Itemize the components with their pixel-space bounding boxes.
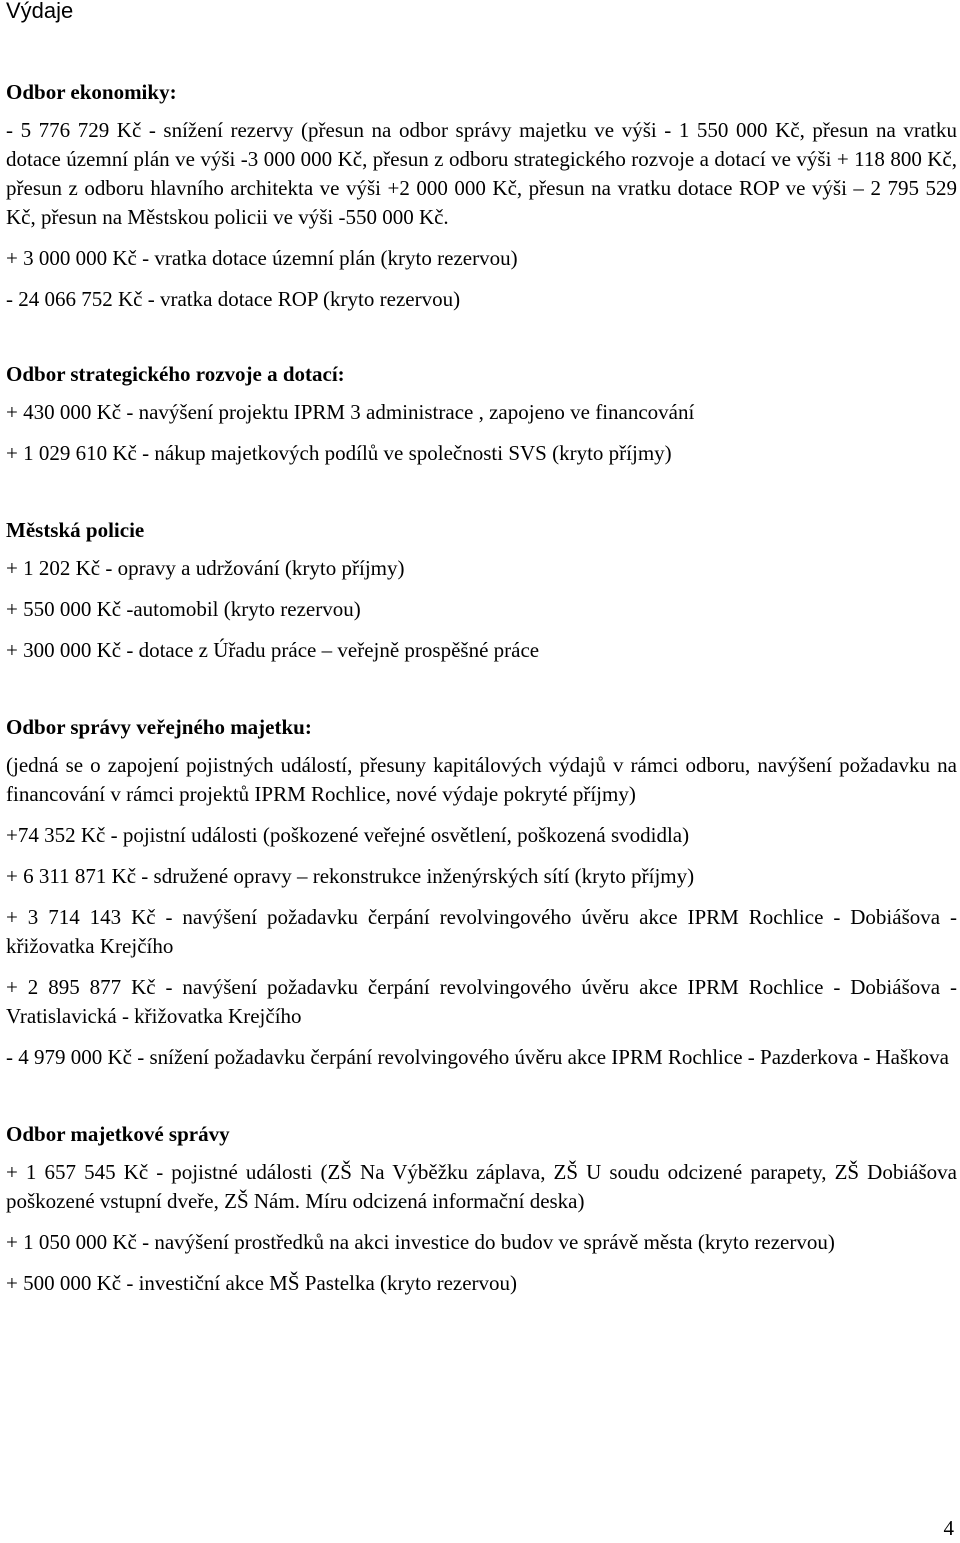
budget-item: + 550 000 Kč -automobil (kryto rezervou)	[6, 597, 361, 621]
budget-item: + 1 050 000 Kč - navýšení prostředků na akci investice do budov ve správě města (kryto rezervou)	[6, 1230, 835, 1254]
section-odbor-ekonomiky	[6, 78, 957, 314]
document-content	[6, 78, 957, 1346]
budget-item: (jedná se o zapojení pojistných událostí, přesuny kapitálových výdajů v rámci odboru, navýšení požadavku na financování v rámci projektů IPRM Rochlice, nové výdaje pokryté příjmy)	[6, 753, 957, 806]
budget-item: + 430 000 Kč - navýšení projektu IPRM 3 administrace , zapojeno ve financování	[6, 400, 695, 424]
budget-item: - 5 776 729 Kč - snížení rezervy (přesun na odbor správy majetku ve výši - 1 550 000 Kč, přesun na vratku dotace územní plán ve výši -3 000 000 Kč, přesun z odboru strategického rozvoje a dotací ve výši + 118 800 Kč, přesun z odboru hlavního architekta ve výši +2 000 000 Kč, přesun na vratku dotace ROP ve výši – 2 795 529 Kč, přesun na Městskou policii ve výši -550 000 Kč.	[6, 118, 957, 229]
budget-item: + 1 202 Kč - opravy a udržování (kryto příjmy)	[6, 556, 405, 580]
section-heading: Odbor správy veřejného majetku:	[6, 715, 312, 739]
section-odbor-spravy-verejneho-majetku	[6, 713, 957, 1072]
document-title: Výdaje	[6, 0, 74, 23]
section-heading: Odbor strategického rozvoje a dotací:	[6, 362, 345, 386]
section-mestska-policie	[6, 516, 957, 665]
budget-item: + 3 714 143 Kč - navýšení požadavku čerpání revolvingového úvěru akce IPRM Rochlice - Dobiášova - křižovatka Krejčího	[6, 905, 957, 958]
budget-item: + 1 657 545 Kč - pojistné události (ZŠ Na Výběžku záplava, ZŠ U soudu odcizené parapety, ZŠ Dobiášova poškozené vstupní dveře, ZŠ Nám. Míru odcizená informační deska)	[6, 1160, 957, 1213]
budget-item: + 3 000 000 Kč - vratka dotace územní plán (kryto rezervou)	[6, 246, 518, 270]
section-heading: Odbor majetkové správy	[6, 1122, 230, 1146]
budget-item: + 2 895 877 Kč - navýšení požadavku čerpání revolvingového úvěru akce IPRM Rochlice - Dobiášova - Vratislavická - křižovatka Krejčího	[6, 975, 957, 1028]
section-odbor-strategickeho-rozvoje	[6, 360, 957, 468]
page-number: 4	[943, 1516, 954, 1540]
budget-item: + 300 000 Kč - dotace z Úřadu práce – veřejně prospěšné práce	[6, 638, 540, 662]
budget-item: + 6 311 871 Kč - sdružené opravy – rekonstrukce inženýrských sítí (kryto příjmy)	[6, 864, 695, 888]
section-heading: Městská policie	[6, 518, 145, 542]
budget-item: + 1 029 610 Kč - nákup majetkových podílů ve společnosti SVS (kryto příjmy)	[6, 441, 672, 465]
budget-item: - 24 066 752 Kč - vratka dotace ROP (kryto rezervou)	[6, 287, 461, 311]
section-heading: Odbor ekonomiky:	[6, 80, 177, 104]
budget-item: +74 352 Kč - pojistní události (poškozené veřejné osvětlení, poškozená svodidla)	[6, 823, 690, 847]
budget-item: - 4 979 000 Kč - snížení požadavku čerpání revolvingového úvěru akce IPRM Rochlice - Pazderkova - Haškova	[6, 1045, 949, 1069]
section-odbor-majetkove-spravy	[6, 1120, 957, 1298]
budget-item: + 500 000 Kč - investiční akce MŠ Pastelka (kryto rezervou)	[6, 1271, 518, 1295]
